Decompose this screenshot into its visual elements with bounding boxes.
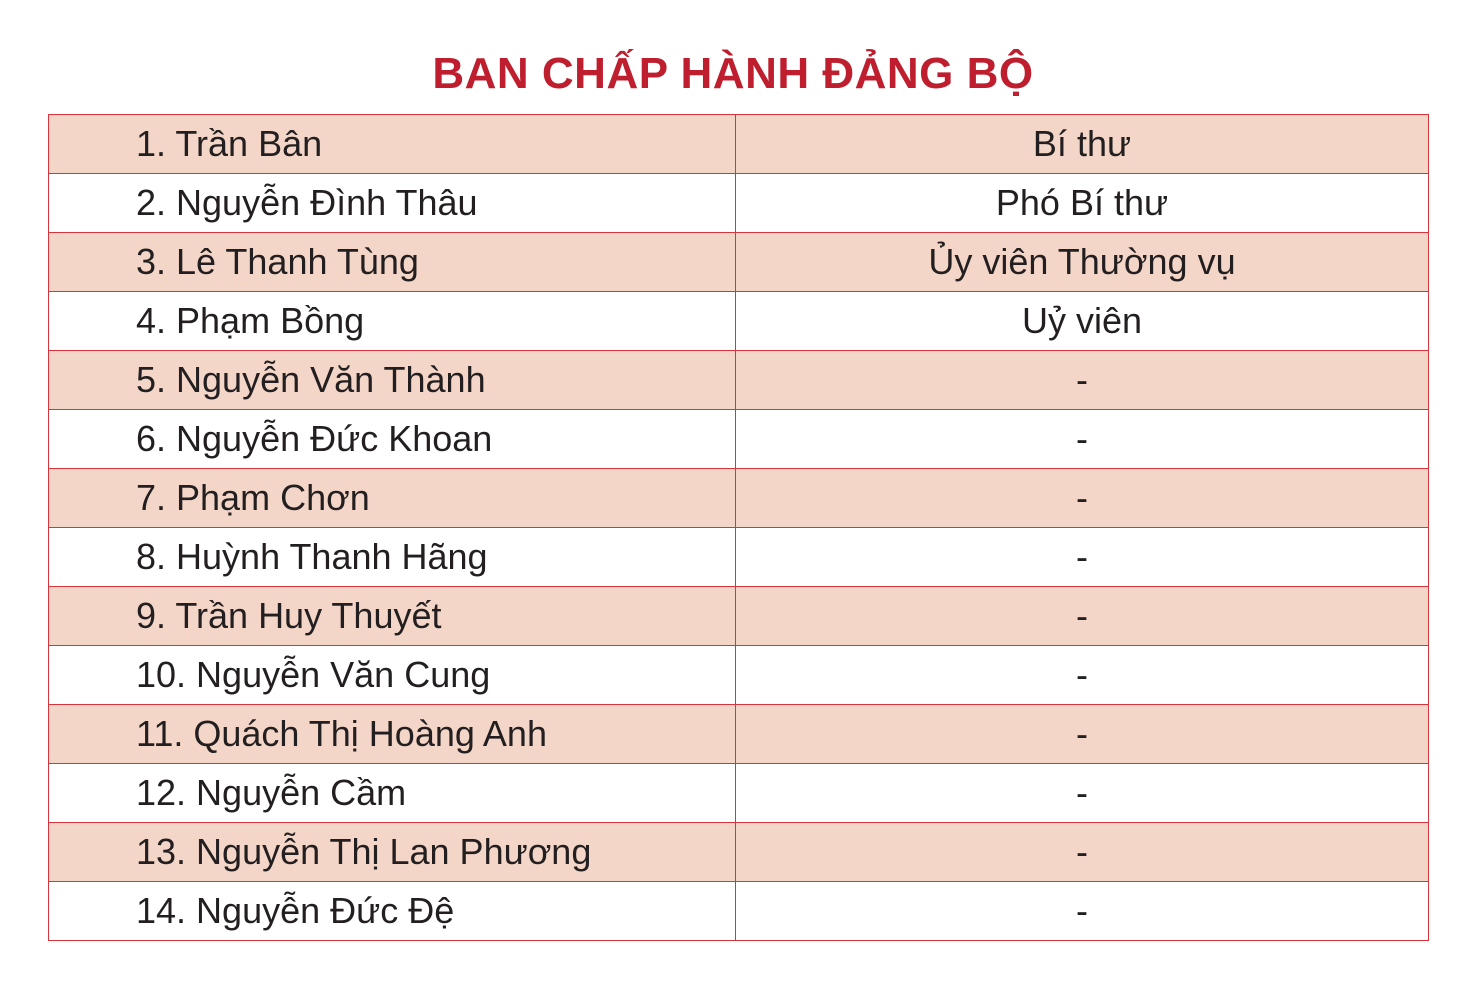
member-role: - <box>736 882 1429 941</box>
member-name: 11. Quách Thị Hoàng Anh <box>49 705 736 764</box>
member-role: Phó Bí thư <box>736 174 1429 233</box>
member-role: - <box>736 587 1429 646</box>
table-row <box>49 823 1429 882</box>
member-role: - <box>736 351 1429 410</box>
member-name: 6. Nguyễn Đức Khoan <box>49 410 736 469</box>
page-title: BAN CHẤP HÀNH ĐẢNG BỘ <box>432 49 1034 98</box>
member-table <box>48 114 1429 941</box>
table-row <box>49 469 1429 528</box>
member-name: 4. Phạm Bồng <box>49 292 736 351</box>
table-row <box>49 764 1429 823</box>
table-row <box>49 646 1429 705</box>
table-row <box>49 233 1429 292</box>
member-role: - <box>736 646 1429 705</box>
member-name: 9. Trần Huy Thuyết <box>49 587 736 646</box>
member-name: 14. Nguyễn Đức Đệ <box>49 882 736 941</box>
table-row <box>49 410 1429 469</box>
table-row <box>49 882 1429 941</box>
member-name: 3. Lê Thanh Tùng <box>49 233 736 292</box>
member-role: - <box>736 469 1429 528</box>
member-role: - <box>736 705 1429 764</box>
member-role: Ủy viên Thường vụ <box>736 233 1429 292</box>
member-name: 5. Nguyễn Văn Thành <box>49 351 736 410</box>
member-name: 10. Nguyễn Văn Cung <box>49 646 736 705</box>
member-role: - <box>736 764 1429 823</box>
table-row <box>49 705 1429 764</box>
member-name: 1. Trần Bân <box>49 115 736 174</box>
member-role: - <box>736 823 1429 882</box>
table-row <box>49 351 1429 410</box>
member-role: - <box>736 528 1429 587</box>
member-name: 8. Huỳnh Thanh Hãng <box>49 528 736 587</box>
table-row <box>49 115 1429 174</box>
table-row <box>49 528 1429 587</box>
table-row <box>49 587 1429 646</box>
member-role: Bí thư <box>736 115 1429 174</box>
member-table-body <box>49 115 1429 941</box>
member-role: - <box>736 410 1429 469</box>
member-name: 13. Nguyễn Thị Lan Phương <box>49 823 736 882</box>
member-role: Uỷ viên <box>736 292 1429 351</box>
table-row <box>49 292 1429 351</box>
member-name: 7. Phạm Chơn <box>49 469 736 528</box>
member-name: 2. Nguyễn Đình Thâu <box>49 174 736 233</box>
member-name: 12. Nguyễn Cầm <box>49 764 736 823</box>
table-row <box>49 174 1429 233</box>
